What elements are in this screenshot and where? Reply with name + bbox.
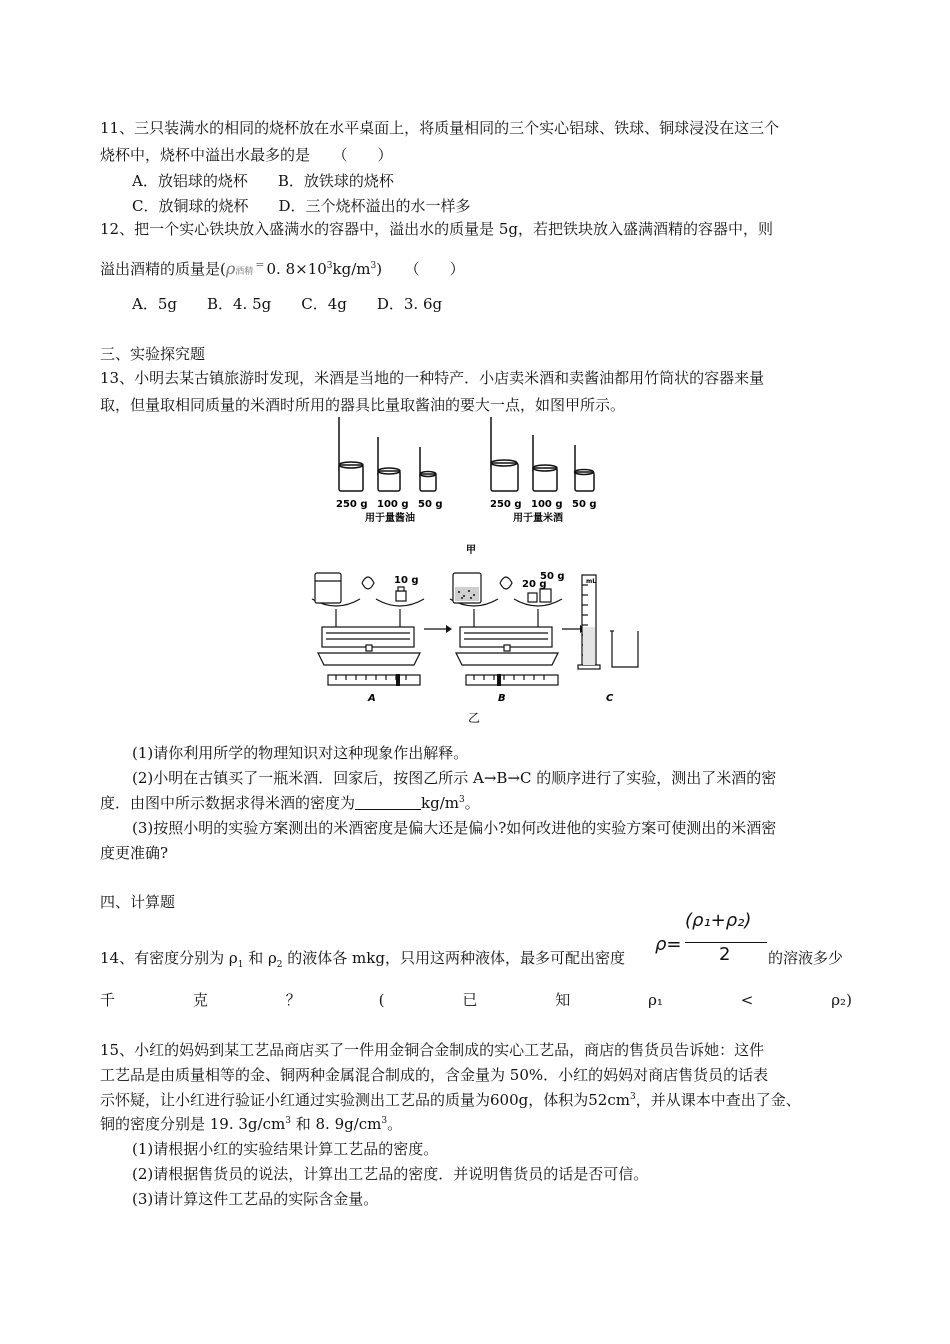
q15-part3: (3)请计算这件工艺品的实际含金量。 [132,1190,379,1208]
q14-stem: 14、有密度分别为 $\rho_1$ 和 $\rho_2$ 的液体各 mkg，只用这两种液体，最多可配出密度 [100,949,625,970]
q15-line3: 示怀疑，让小红进行验证小红通过实验测出工艺品的质量为600g，体积为$52cm^3$，并从课本中查出了金、 [100,1091,801,1109]
q13-stem-line1: 13、小明去某古镇旅游时发现，米酒是当地的一种特产．小店卖米酒和卖酱油都用竹筒状的容器来量 [100,369,765,387]
jia-caption-2: 用于量米酒 [513,513,563,524]
jia-label: 甲 [466,545,476,556]
step-c-label: C [606,693,614,704]
section3-title: 三、实验探究题 [100,345,206,363]
cylinder-unit: mL [586,578,597,585]
q13-part2-line2: 度．由图中所示数据求得米酒的密度为 $kg/m^3$。 [100,794,480,812]
q15-line2: 工艺品是由质量相等的金、铜两种金属混合制成的，含金量为 50%．小红的妈妈对商店售货员的话表 [100,1066,769,1084]
q15-part1: (1)请根据小红的实验结果计算工艺品的密度。 [132,1140,439,1158]
formula-numerator: (ρ₁+ρ₂) [685,910,752,931]
q12-stem-line2: 溢出酒精的质量是(ρ酒精= 0. $8\times 10^3kg/m^3$) （ ） [100,258,465,278]
jia-mass-5: 100 g [531,499,563,510]
jia-mass-1: 250 g [336,499,368,510]
q11-stem-line2: 烧杯中，烧杯中溢出水最多的是 （ ） [100,146,393,164]
figure-yi [300,565,660,725]
jia-mass-4: 250 g [490,499,522,510]
jia-caption-1: 用于量酱油 [365,513,415,524]
jia-mass-3: 50 g [418,499,443,510]
q11-options-line2: C．放铜球的烧杯 D．三个烧杯溢出的水一样多 [132,197,471,215]
balance-a [312,573,424,685]
q15-part2: (2)请根据售货员的说法，计算出工艺品的密度．并说明售货员的话是否可信。 [132,1165,649,1183]
q14-stem-post: 的溶液多少 [768,949,844,967]
q12-stem-line1: 12、把一个实心铁块放入盛满水的容器中，溢出水的质量是 5g，若把铁块放入盛满酒精的容器中，则 [100,220,774,238]
q11-options-line1: A．放铝球的烧杯 B．放铁球的烧杯 [132,172,394,190]
weight-a-label: 10 g [394,575,419,586]
formula-denominator: 2 [719,944,731,965]
rho-subscript: 酒精 [235,267,254,277]
q15-line4: 铜的密度分别是 19. $3g/cm^3$ 和 8. $9g/cm^3$。 [100,1115,403,1133]
weight-b-1: 20 g [522,579,547,590]
jia-mass-6: 50 g [572,499,597,510]
jia-mass-2: 100 g [377,499,409,510]
q11-stem-line1: 11、三只装满水的相同的烧杯放在水平桌面上，将质量相同的三个实心铝球、铁球、铜球浸没在这三个 [100,119,780,137]
section4-title: 四、计算题 [100,893,176,911]
q13-part1: (1)请你利用所学的物理知识对这种现象作出解释。 [132,744,469,762]
q13-part3-line2: 度更准确? [100,844,169,862]
step-a-label: A [368,693,376,704]
figure-jia [325,415,615,565]
answer-blank[interactable] [355,795,421,810]
rho-symbol: ρ [225,259,236,278]
fraction-bar [685,942,767,943]
q13-part3-line1: (3)按照小明的实验方案测出的米酒密度是偏大还是偏小?如何改进他的实验方案可使测出的米酒密 [132,819,777,837]
q13-part2-line1: (2)小明在古镇买了一瓶米酒．回家后，按图乙所示 A→B→C 的顺序进行了实验，测出了米酒的密 [132,769,777,787]
q13-stem-line2: 取，但量取相同质量的米酒时所用的器具比量取酱油的要大一点，如图甲所示。 [100,396,626,414]
weight-b-2: 50 g [540,571,565,582]
yi-label: 乙 [468,711,481,725]
step-b-label: B [498,693,506,704]
q14-line2: 千 克 ？ ( 已 知 ρ₁ < ρ₂) [100,991,852,1009]
q12-options: A．5g B．4. 5g C．4g D．3. 6g [132,295,443,313]
formula-lhs: ρ= [655,934,682,955]
q15-line1: 15、小红的妈妈到某工艺品商店买了一件用金铜合金制成的实心工艺品，商店的售货员告诉她：这件 [100,1041,765,1059]
